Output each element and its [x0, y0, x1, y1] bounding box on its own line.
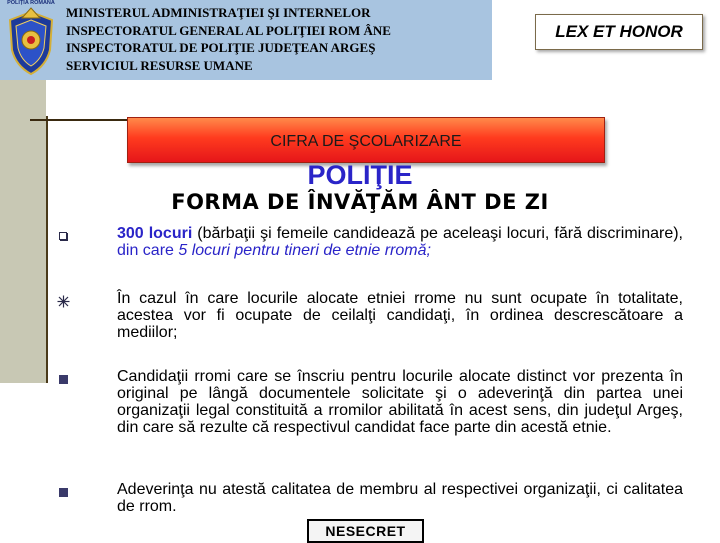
bullet-body: (bărbaţii şi femeile candidează pe aceleaşi locuri, fără discriminare),	[192, 225, 683, 242]
institution-line-county-inspectorate: INSPECTORATUL DE POLIŢIE JUDEŢEAN ARGEŞ	[66, 40, 376, 55]
logo-caption: POLIȚIA ROMÂNĂ	[7, 0, 55, 6]
sub-title: FORMA DE ÎNVĂŢĂM ÂNT DE ZI	[171, 190, 549, 214]
main-title: POLIŢIE	[307, 160, 413, 190]
snowflake-bullet-icon	[56, 294, 70, 308]
institution-lines	[66, 4, 486, 74]
bullet-lead: 300 locuri	[117, 225, 193, 242]
left-bar-edge	[46, 116, 48, 383]
bullet-tail-italic: 5 locuri pentru tineri de etnie rromă;	[173, 242, 431, 259]
institution-line-general-inspectorate: INSPECTORATUL GENERAL AL POLIŢIEI ROM ÂNE	[66, 22, 391, 38]
bullet-tail-plain: din care	[117, 242, 174, 259]
bullet-text: Candidaţii rromi care se înscriu pentru locurile alocate distinct vor prezenta în original pe lângă documentele solicitate şi o adeverinţă din partea unei organizaţii legal constituită a rromilor abilitată în acest sens, din judeţul Argeş, din care să rezulte că respectivul candidat face parte din acestă etnie.	[117, 368, 683, 436]
bullet-text: Adeverinţa nu atestă calitatea de membru al respectivei organizaţii, ci calitatea de rrom.	[117, 481, 683, 515]
filled-square-bullet-icon	[56, 372, 70, 386]
section-banner: CIFRA DE ŞCOLARIZARE	[127, 117, 605, 163]
hollow-square-bullet-icon	[56, 229, 70, 243]
bullet-text: În cazul în care locurile alocate etniei rrome nu sunt ocupate în totalitate, acestea vor fi ocupate de ceilalţi candidaţi, în ordinea descrescătoare a mediilor;	[117, 290, 683, 341]
filled-square-bullet-icon	[56, 485, 70, 499]
motto-box: LEX ET HONOR	[535, 14, 703, 50]
header-institution-box	[0, 0, 492, 80]
police-crest-logo	[2, 0, 60, 78]
institution-line-ministry: MINISTERUL ADMINISTRAŢIEI ŞI INTERNELOR	[66, 5, 371, 20]
classification-stamp: NESECRET	[307, 519, 424, 543]
bullet-text	[117, 225, 683, 259]
institution-line-hr-service: SERVICIUL RESURSE UMANE	[66, 57, 253, 73]
